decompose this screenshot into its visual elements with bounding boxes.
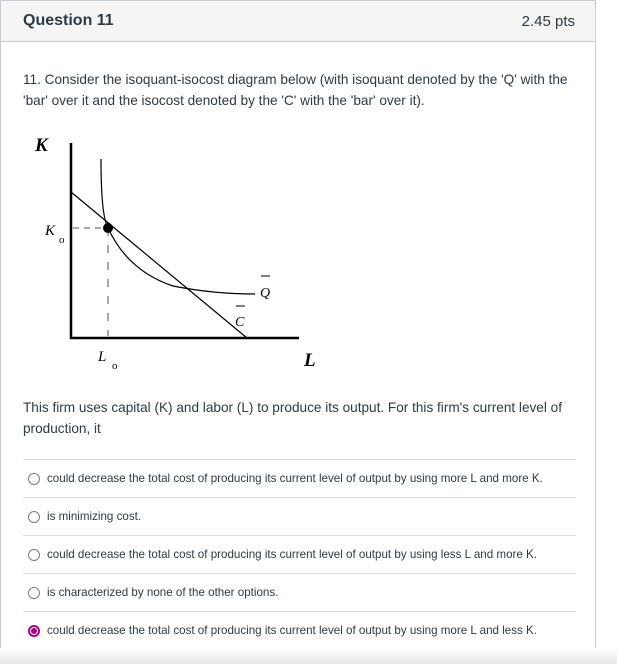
l0-label: L [98,349,107,365]
production-point [103,223,113,233]
answer-option[interactable] [23,459,576,497]
question-followup: This firm uses capital (K) and labor (L) to produce its output. For this firm's current level of production, it [23,400,562,436]
answer-label: is minimizing cost. [47,510,142,523]
answer-label: could decrease the total cost of producing its current level of output by using less L and more K. [47,548,538,561]
answer-option[interactable] [23,535,576,573]
x-axis-label: L [304,350,316,371]
isoquant-curve [101,159,255,294]
answer-option[interactable] [23,611,576,649]
question-title: Question 11 [23,12,114,29]
answer-label: could decrease the total cost of producing its current level of output by using more L and more K. [47,472,543,485]
l0-subscript: o [112,360,118,372]
bottom-shadow [0,648,617,664]
answer-label: is characterized by none of the other options. [47,586,279,599]
isocost-line [71,192,247,338]
isoquant-isocost-diagram [23,131,323,376]
question-points: 2.45 pts [521,12,575,30]
radio-button[interactable] [28,587,40,599]
radio-button[interactable] [28,473,40,485]
radio-button-selected[interactable] [28,625,40,637]
k0-subscript: o [59,234,65,246]
question-header [1,1,595,42]
y-axis-label: K [35,135,48,156]
answer-list [23,459,576,649]
isoquant-label: Q [260,286,271,301]
radio-button[interactable] [28,549,40,561]
answer-option[interactable] [23,497,576,535]
isocost-label: C [235,315,245,330]
question-text: 11. Consider the isoquant-isocost diagram below (with isoquant denoted by the 'Q' with the 'bar' over it and the isocost denoted by the 'C' with the 'bar' over it). [23,72,568,108]
k0-label: K [45,223,56,239]
answer-option[interactable] [23,573,576,611]
answer-label: could decrease the total cost of producing its current level of output by using more L and less K. [47,624,538,637]
radio-button[interactable] [28,511,40,523]
